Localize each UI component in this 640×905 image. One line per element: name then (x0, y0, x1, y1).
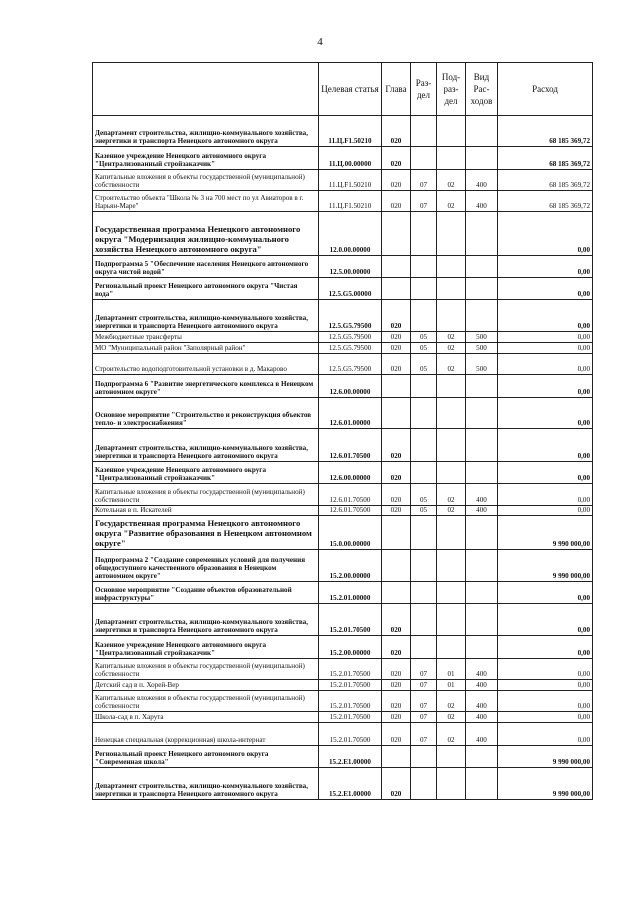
row-name-cell: Строительство объекта "Школа № 3 на 700 мест по ул Авиаторов в г. Нарьян-Маре" (93, 191, 319, 212)
table-row (93, 462, 593, 484)
row-chapter-cell (382, 516, 411, 550)
row-expense-type-cell (466, 429, 498, 462)
row-amount-cell: 68 185 369,72 (498, 116, 593, 147)
row-expense-type-cell: 400 (466, 659, 498, 680)
row-name-cell: Капитальные вложения в объекты государственной (муниципальной) собственности (93, 484, 319, 506)
row-chapter-cell (382, 375, 411, 398)
row-target-article-cell: 15.2.01.70500 (319, 659, 382, 680)
table-row (93, 712, 593, 723)
table-row (93, 604, 593, 636)
row-chapter-cell: 020 (382, 343, 411, 354)
row-chapter-cell: 020 (382, 604, 411, 636)
row-expense-type-cell: 400 (466, 680, 498, 691)
row-section-cell: 05 (411, 484, 437, 506)
row-target-article-cell: 11.Ц.F1.50210 (319, 191, 382, 212)
row-name-cell: Подпрограмма 2 "Создание современных условий для получения общедоступного качественного образования в Ненецком автономном округе" (93, 550, 319, 582)
row-subsection-cell: 02 (437, 506, 466, 516)
table-row (93, 582, 593, 604)
table-row (93, 256, 593, 278)
row-name-cell: Подпрограмма 5 "Обеспечение населения Ненецкого автономного округа чистой водой" (93, 256, 319, 278)
row-subsection-cell: 02 (437, 343, 466, 354)
table-row (93, 691, 593, 712)
row-target-article-cell: 15.2.E1.00000 (319, 768, 382, 800)
row-name-cell: Государственная программа Ненецкого автономного округа "Развитие образования в Ненецком автономном округе" (93, 516, 319, 550)
table-row (93, 398, 593, 429)
row-amount-cell: 0,00 (498, 354, 593, 375)
budget-table (92, 62, 593, 800)
table-row (93, 278, 593, 300)
row-amount-cell: 9 990 000,00 (498, 746, 593, 768)
row-amount-cell: 0,00 (498, 659, 593, 680)
row-amount-cell: 0,00 (498, 604, 593, 636)
row-chapter-cell: 020 (382, 354, 411, 375)
row-target-article-cell: 11.Ц.F1.50210 (319, 170, 382, 191)
row-chapter-cell (382, 278, 411, 300)
table-row (93, 147, 593, 170)
row-name-cell: Региональный проект Ненецкого автономного округа "Чистая вода" (93, 278, 319, 300)
row-expense-type-cell: 400 (466, 712, 498, 723)
row-expense-type-cell (466, 516, 498, 550)
row-subsection-cell (437, 550, 466, 582)
row-chapter-cell: 020 (382, 506, 411, 516)
row-section-cell (411, 375, 437, 398)
row-target-article-cell: 15.2.01.70500 (319, 712, 382, 723)
row-target-article-cell: 12.5.G5.00000 (319, 278, 382, 300)
row-target-article-cell: 12.6.01.70500 (319, 429, 382, 462)
table-header-row (93, 63, 593, 116)
row-subsection-cell (437, 375, 466, 398)
row-chapter-cell (382, 212, 411, 256)
row-expense-type-cell: 400 (466, 484, 498, 506)
table-row (93, 375, 593, 398)
row-target-article-cell: 11.Ц.00.00000 (319, 147, 382, 170)
row-subsection-cell (437, 462, 466, 484)
row-target-article-cell: 12.5.G5.79500 (319, 300, 382, 332)
row-amount-cell: 0,00 (498, 680, 593, 691)
row-subsection-cell (437, 116, 466, 147)
table-row (93, 746, 593, 768)
row-expense-type-cell (466, 300, 498, 332)
row-expense-type-cell: 400 (466, 170, 498, 191)
row-amount-cell: 68 185 369,72 (498, 147, 593, 170)
row-amount-cell: 68 185 369,72 (498, 170, 593, 191)
row-chapter-cell: 020 (382, 332, 411, 343)
row-section-cell (411, 147, 437, 170)
row-target-article-cell: 12.0.00.00000 (319, 212, 382, 256)
row-subsection-cell (437, 582, 466, 604)
row-name-cell: Департамент строительства, жилищно-коммунального хозяйства, энергетики и транспорта Ненецкого автономного округа (93, 300, 319, 332)
row-chapter-cell (382, 256, 411, 278)
row-amount-cell: 0,00 (498, 398, 593, 429)
row-chapter-cell: 020 (382, 768, 411, 800)
row-target-article-cell: 15.2.01.70500 (319, 691, 382, 712)
row-section-cell (411, 212, 437, 256)
table-row (93, 212, 593, 256)
row-chapter-cell: 020 (382, 116, 411, 147)
row-section-cell: 05 (411, 354, 437, 375)
row-section-cell: 07 (411, 191, 437, 212)
row-chapter-cell (382, 746, 411, 768)
row-section-cell (411, 116, 437, 147)
row-amount-cell: 0,00 (498, 636, 593, 659)
table-row (93, 300, 593, 332)
row-name-cell: Департамент строительства, жилищно-коммунального хозяйства, энергетики и транспорта Ненецкого автономного округа (93, 116, 319, 147)
row-chapter-cell: 020 (382, 170, 411, 191)
row-target-article-cell: 15.2.00.00000 (319, 636, 382, 659)
row-section-cell: 07 (411, 659, 437, 680)
table-row (93, 636, 593, 659)
row-amount-cell: 0,00 (498, 278, 593, 300)
row-target-article-cell: 12.5.G5.79500 (319, 332, 382, 343)
row-name-cell: Ненецкая специальная (коррекционная) школа-интернат (93, 723, 319, 746)
row-section-cell: 07 (411, 691, 437, 712)
row-chapter-cell: 020 (382, 429, 411, 462)
row-expense-type-cell (466, 768, 498, 800)
row-expense-type-cell: 500 (466, 343, 498, 354)
row-expense-type-cell (466, 582, 498, 604)
row-name-cell: Казенное учреждение Ненецкого автономного округа "Централизованный стройзаказчик" (93, 462, 319, 484)
row-section-cell (411, 300, 437, 332)
table-row (93, 768, 593, 800)
row-expense-type-cell (466, 462, 498, 484)
row-section-cell (411, 768, 437, 800)
row-section-cell (411, 256, 437, 278)
row-section-cell (411, 636, 437, 659)
row-expense-type-cell: 500 (466, 354, 498, 375)
row-chapter-cell: 020 (382, 147, 411, 170)
row-amount-cell: 9 990 000,00 (498, 516, 593, 550)
page-number: 4 (317, 36, 323, 48)
row-section-cell (411, 746, 437, 768)
row-expense-type-cell (466, 636, 498, 659)
row-amount-cell: 0,00 (498, 506, 593, 516)
row-amount-cell: 0,00 (498, 691, 593, 712)
row-section-cell: 05 (411, 332, 437, 343)
row-subsection-cell (437, 516, 466, 550)
table-row (93, 170, 593, 191)
header-chapter: Глава (382, 63, 411, 116)
row-name-cell: Региональный проект Ненецкого автономного округа "Современная школа" (93, 746, 319, 768)
row-chapter-cell: 020 (382, 723, 411, 746)
row-chapter-cell: 020 (382, 191, 411, 212)
row-target-article-cell: 12.5.00.00000 (319, 256, 382, 278)
row-subsection-cell: 01 (437, 659, 466, 680)
row-chapter-cell: 020 (382, 712, 411, 723)
table-row (93, 332, 593, 343)
row-name-cell: Основное мероприятие "Строительство и реконструкция объектов тепло- и электроснабжения" (93, 398, 319, 429)
row-chapter-cell (382, 582, 411, 604)
header-section: Раз-дел (411, 63, 437, 116)
row-chapter-cell: 020 (382, 691, 411, 712)
row-target-article-cell: 12.5.G5.79500 (319, 343, 382, 354)
row-target-article-cell: 15.2.01.70500 (319, 723, 382, 746)
row-amount-cell: 0,00 (498, 712, 593, 723)
row-subsection-cell: 02 (437, 170, 466, 191)
row-target-article-cell: 15.2.01.70500 (319, 604, 382, 636)
table-row (93, 191, 593, 212)
table-row (93, 550, 593, 582)
row-target-article-cell: 12.5.G5.79500 (319, 354, 382, 375)
row-name-cell: Детский сад в п. Хорей-Вер (93, 680, 319, 691)
row-name-cell: Строительство водоподготовительной установки в д. Макарово (93, 354, 319, 375)
row-chapter-cell: 020 (382, 636, 411, 659)
row-subsection-cell (437, 300, 466, 332)
row-target-article-cell: 15.2.E1.00000 (319, 746, 382, 768)
table-row (93, 723, 593, 746)
row-chapter-cell (382, 398, 411, 429)
table-row (93, 429, 593, 462)
row-target-article-cell: 15.2.01.70500 (319, 680, 382, 691)
row-name-cell: Департамент строительства, жилищно-коммунального хозяйства, энергетики и транспорта Ненецкого автономного округа (93, 604, 319, 636)
row-chapter-cell (382, 550, 411, 582)
row-target-article-cell: 15.2.00.00000 (319, 550, 382, 582)
table-row (93, 484, 593, 506)
row-subsection-cell (437, 746, 466, 768)
header-target-article: Целевая статья (319, 63, 382, 116)
row-amount-cell: 0,00 (498, 375, 593, 398)
row-subsection-cell (437, 398, 466, 429)
table-row (93, 680, 593, 691)
table-row (93, 516, 593, 550)
row-expense-type-cell (466, 550, 498, 582)
row-section-cell: 05 (411, 343, 437, 354)
row-name-cell: Департамент строительства, жилищно-коммунального хозяйства, энергетики и транспорта Ненецкого автономного округа (93, 768, 319, 800)
row-subsection-cell (437, 147, 466, 170)
row-name-cell: Государственная программа Ненецкого автономного округа "Модернизация жилищно-коммунального хозяйства Ненецкого автономного округа" (93, 212, 319, 256)
row-expense-type-cell: 500 (466, 332, 498, 343)
table-row (93, 506, 593, 516)
row-expense-type-cell: 400 (466, 691, 498, 712)
row-subsection-cell: 02 (437, 191, 466, 212)
row-section-cell (411, 429, 437, 462)
row-section-cell: 07 (411, 680, 437, 691)
row-name-cell: Департамент строительства, жилищно-коммунального хозяйства, энергетики и транспорта Ненецкого автономного округа (93, 429, 319, 462)
table-row (93, 659, 593, 680)
row-name-cell: Капитальные вложения в объекты государственной (муниципальной) собственности (93, 659, 319, 680)
row-subsection-cell (437, 256, 466, 278)
row-target-article-cell: 12.6.01.70500 (319, 506, 382, 516)
row-expense-type-cell (466, 604, 498, 636)
row-subsection-cell (437, 768, 466, 800)
row-amount-cell: 68 185 369,72 (498, 191, 593, 212)
header-subsection: Под-раз-дел (437, 63, 466, 116)
row-subsection-cell: 02 (437, 712, 466, 723)
row-section-cell (411, 516, 437, 550)
row-target-article-cell: 12.6.01.70500 (319, 484, 382, 506)
row-section-cell (411, 582, 437, 604)
row-expense-type-cell: 400 (466, 723, 498, 746)
table-row (93, 343, 593, 354)
header-amount: Расход (498, 63, 593, 116)
row-section-cell (411, 604, 437, 636)
row-section-cell (411, 550, 437, 582)
row-section-cell (411, 398, 437, 429)
row-expense-type-cell: 400 (466, 191, 498, 212)
row-target-article-cell: 12.6.00.00000 (319, 462, 382, 484)
row-section-cell: 05 (411, 506, 437, 516)
row-expense-type-cell (466, 398, 498, 429)
row-chapter-cell: 020 (382, 659, 411, 680)
row-subsection-cell: 02 (437, 354, 466, 375)
row-expense-type-cell (466, 147, 498, 170)
row-amount-cell: 9 990 000,00 (498, 550, 593, 582)
table-row (93, 354, 593, 375)
row-target-article-cell: 11.Ц.F1.50210 (319, 116, 382, 147)
row-expense-type-cell: 400 (466, 506, 498, 516)
row-section-cell (411, 462, 437, 484)
row-name-cell: Котельная в п. Искателей (93, 506, 319, 516)
row-name-cell: Основное мероприятие "Создание объектов образовательной инфраструктуры" (93, 582, 319, 604)
row-section-cell: 07 (411, 170, 437, 191)
row-section-cell: 07 (411, 712, 437, 723)
row-name-cell: МО "Муниципальный район "Заполярный район" (93, 343, 319, 354)
row-subsection-cell (437, 429, 466, 462)
row-subsection-cell: 02 (437, 723, 466, 746)
header-name (93, 63, 319, 116)
row-expense-type-cell (466, 278, 498, 300)
row-amount-cell: 0,00 (498, 300, 593, 332)
row-chapter-cell: 020 (382, 484, 411, 506)
row-expense-type-cell (466, 746, 498, 768)
row-section-cell: 07 (411, 723, 437, 746)
header-expense-type: Вид Рас-ходов (466, 63, 498, 116)
row-target-article-cell: 12.6.00.00000 (319, 375, 382, 398)
row-subsection-cell (437, 604, 466, 636)
row-amount-cell: 0,00 (498, 429, 593, 462)
row-expense-type-cell (466, 116, 498, 147)
row-name-cell: Школа-сад в п. Харута (93, 712, 319, 723)
row-name-cell: Капитальные вложения в объекты государственной (муниципальной) собственности (93, 170, 319, 191)
row-expense-type-cell (466, 212, 498, 256)
row-expense-type-cell (466, 256, 498, 278)
row-name-cell: Подпрограмма 6 "Развитие энергетического комплекса в Ненецком автономном округе" (93, 375, 319, 398)
row-amount-cell: 0,00 (498, 462, 593, 484)
row-amount-cell: 0,00 (498, 582, 593, 604)
row-amount-cell: 0,00 (498, 332, 593, 343)
row-amount-cell: 9 990 000,00 (498, 768, 593, 800)
row-name-cell: Капитальные вложения в объекты государственной (муниципальной) собственности (93, 691, 319, 712)
row-chapter-cell: 020 (382, 680, 411, 691)
row-name-cell: Межбюджетные трансферты (93, 332, 319, 343)
row-section-cell (411, 278, 437, 300)
row-target-article-cell: 15.0.00.00000 (319, 516, 382, 550)
row-chapter-cell: 020 (382, 462, 411, 484)
row-target-article-cell: 15.2.01.00000 (319, 582, 382, 604)
row-expense-type-cell (466, 375, 498, 398)
row-amount-cell: 0,00 (498, 343, 593, 354)
row-amount-cell: 0,00 (498, 212, 593, 256)
row-subsection-cell: 02 (437, 332, 466, 343)
row-subsection-cell: 02 (437, 484, 466, 506)
row-target-article-cell: 12.6.01.00000 (319, 398, 382, 429)
row-subsection-cell (437, 212, 466, 256)
row-subsection-cell (437, 636, 466, 659)
row-amount-cell: 0,00 (498, 484, 593, 506)
row-amount-cell: 0,00 (498, 723, 593, 746)
row-subsection-cell (437, 278, 466, 300)
row-chapter-cell: 020 (382, 300, 411, 332)
row-subsection-cell: 01 (437, 680, 466, 691)
row-name-cell: Казенное учреждение Ненецкого автономного округа "Централизованный стройзаказчик" (93, 636, 319, 659)
row-amount-cell: 0,00 (498, 256, 593, 278)
table-row (93, 116, 593, 147)
row-subsection-cell: 02 (437, 691, 466, 712)
row-name-cell: Казенное учреждение Ненецкого автономного округа "Централизованный стройзаказчик" (93, 147, 319, 170)
